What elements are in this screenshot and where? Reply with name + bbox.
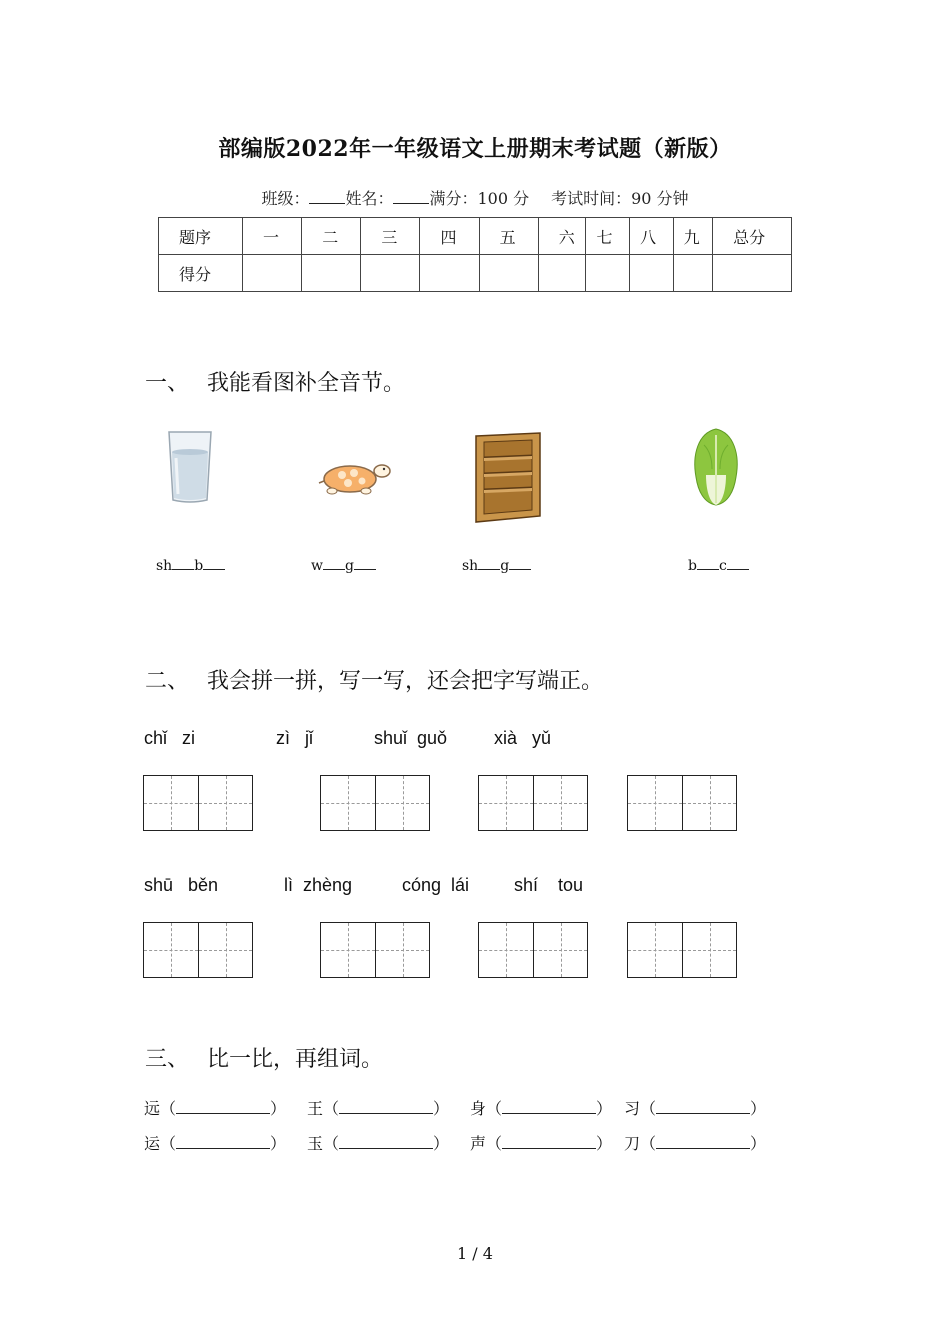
- compare-char: 习: [624, 1099, 641, 1118]
- pinyin-label: xià yǔ: [494, 728, 552, 748]
- pinyin-label: zì jǐ: [276, 728, 314, 748]
- writing-grid[interactable]: [478, 775, 588, 831]
- open-paren: （: [486, 1099, 503, 1118]
- pinyin-part: sh: [156, 558, 173, 574]
- pinyin-blank-4[interactable]: [688, 557, 749, 574]
- close-paren: ）: [750, 1099, 767, 1118]
- compare-item[interactable]: [470, 1131, 612, 1154]
- name-blank[interactable]: [393, 189, 429, 204]
- section1-title: 我能看图补全音节。: [207, 371, 406, 396]
- header-cell: 三: [361, 218, 420, 255]
- pinyin-label: lì zhèng: [284, 875, 353, 895]
- open-paren: （: [640, 1134, 657, 1153]
- writing-grid[interactable]: [143, 775, 253, 831]
- close-paren: ）: [433, 1134, 450, 1153]
- time-label: 考试时间：90 分钟: [551, 189, 689, 208]
- pinyin-part: w: [311, 558, 323, 574]
- compare-item[interactable]: [470, 1096, 612, 1119]
- pinyin-part: sh: [462, 558, 479, 574]
- writing-grid[interactable]: [143, 922, 253, 978]
- class-label: 班级：: [261, 189, 310, 208]
- score-cell[interactable]: [713, 255, 792, 292]
- score-cell[interactable]: [538, 255, 586, 292]
- header-cell: 八: [630, 218, 674, 255]
- score-cell[interactable]: [361, 255, 420, 292]
- pinyin-part: b: [194, 558, 204, 574]
- pinyin-part: g: [344, 558, 354, 574]
- score-cell[interactable]: [420, 255, 479, 292]
- pinyin-label: chǐ zi: [144, 728, 196, 748]
- open-paren: （: [160, 1134, 177, 1153]
- score-table: [158, 217, 792, 292]
- close-paren: ）: [596, 1134, 613, 1153]
- section2-heading: [145, 664, 603, 695]
- close-paren: ）: [270, 1099, 287, 1118]
- section3-heading: [145, 1042, 383, 1073]
- pinyin-label: shū běn: [144, 875, 219, 895]
- page-number: 1 / 4: [457, 1244, 493, 1263]
- pinyin-part: c: [718, 558, 727, 574]
- page-title: 部编版2022年一年级语文上册期末考试题（新版）: [218, 136, 732, 162]
- compare-char: 身: [470, 1099, 487, 1118]
- section1-heading: [145, 366, 405, 397]
- compare-item[interactable]: [624, 1096, 766, 1119]
- pinyin-label: shí tou: [514, 875, 584, 895]
- pinyin-label: shuǐ guǒ: [374, 728, 448, 748]
- close-paren: ）: [596, 1099, 613, 1118]
- compare-item[interactable]: [307, 1096, 449, 1119]
- close-paren: ）: [433, 1099, 450, 1118]
- pinyin-blank-1[interactable]: [156, 557, 225, 574]
- chinese-cabbage-image: [690, 425, 742, 509]
- score-table-score-row: [159, 255, 792, 292]
- writing-grid[interactable]: [478, 922, 588, 978]
- open-paren: （: [486, 1134, 503, 1153]
- score-cell[interactable]: [302, 255, 361, 292]
- writing-grid[interactable]: [627, 922, 737, 978]
- open-paren: （: [160, 1099, 177, 1118]
- header-cell: 一: [243, 218, 302, 255]
- name-label: 姓名：: [345, 189, 394, 208]
- header-cell: 七: [586, 218, 630, 255]
- pinyin-part: b: [688, 558, 697, 574]
- header-cell: 总分: [713, 218, 792, 255]
- score-label: 满分：100 分: [429, 189, 530, 208]
- section3-num: 三、: [145, 1047, 190, 1072]
- header-cell: 九: [673, 218, 712, 255]
- pinyin-blank-2[interactable]: [311, 557, 376, 574]
- compare-item[interactable]: [307, 1131, 449, 1154]
- compare-char: 玉: [307, 1134, 324, 1153]
- section1-num: 一、: [145, 371, 190, 396]
- glass-of-water-image: [166, 430, 214, 504]
- open-paren: （: [323, 1099, 340, 1118]
- writing-grid[interactable]: [627, 775, 737, 831]
- section2-num: 二、: [145, 669, 190, 694]
- score-cell[interactable]: [586, 255, 630, 292]
- open-paren: （: [323, 1134, 340, 1153]
- compare-item[interactable]: [144, 1131, 286, 1154]
- header-cell: 二: [302, 218, 361, 255]
- open-paren: （: [640, 1099, 657, 1118]
- class-blank[interactable]: [309, 189, 345, 204]
- header-cell: 六: [538, 218, 586, 255]
- compare-char: 运: [144, 1134, 161, 1153]
- close-paren: ）: [270, 1134, 287, 1153]
- header-cell: 五: [479, 218, 538, 255]
- compare-char: 刀: [624, 1134, 641, 1153]
- score-cell[interactable]: [479, 255, 538, 292]
- compare-char: 王: [307, 1099, 324, 1118]
- header-cell: 题序: [159, 218, 243, 255]
- row-label: 得分: [159, 255, 243, 292]
- score-cell[interactable]: [630, 255, 674, 292]
- compare-item[interactable]: [144, 1096, 286, 1119]
- writing-grid[interactable]: [320, 775, 430, 831]
- turtle-image: [318, 455, 392, 497]
- compare-char: 声: [470, 1134, 487, 1153]
- pinyin-label: cóng lái: [402, 875, 470, 895]
- compare-char: 远: [144, 1099, 161, 1118]
- writing-grid[interactable]: [320, 922, 430, 978]
- section3-title: 比一比，再组词。: [207, 1047, 384, 1072]
- score-cell[interactable]: [673, 255, 712, 292]
- bookshelf-image: [470, 432, 544, 524]
- score-cell[interactable]: [243, 255, 302, 292]
- section2-title: 我会拼一拼，写一写，还会把字写端正。: [207, 669, 604, 694]
- compare-item[interactable]: [624, 1131, 766, 1154]
- exam-info: [0, 186, 950, 209]
- pinyin-blank-3[interactable]: [462, 557, 531, 574]
- score-table-header-row: [159, 218, 792, 255]
- header-cell: 四: [420, 218, 479, 255]
- close-paren: ）: [750, 1134, 767, 1153]
- pinyin-part: g: [500, 558, 510, 574]
